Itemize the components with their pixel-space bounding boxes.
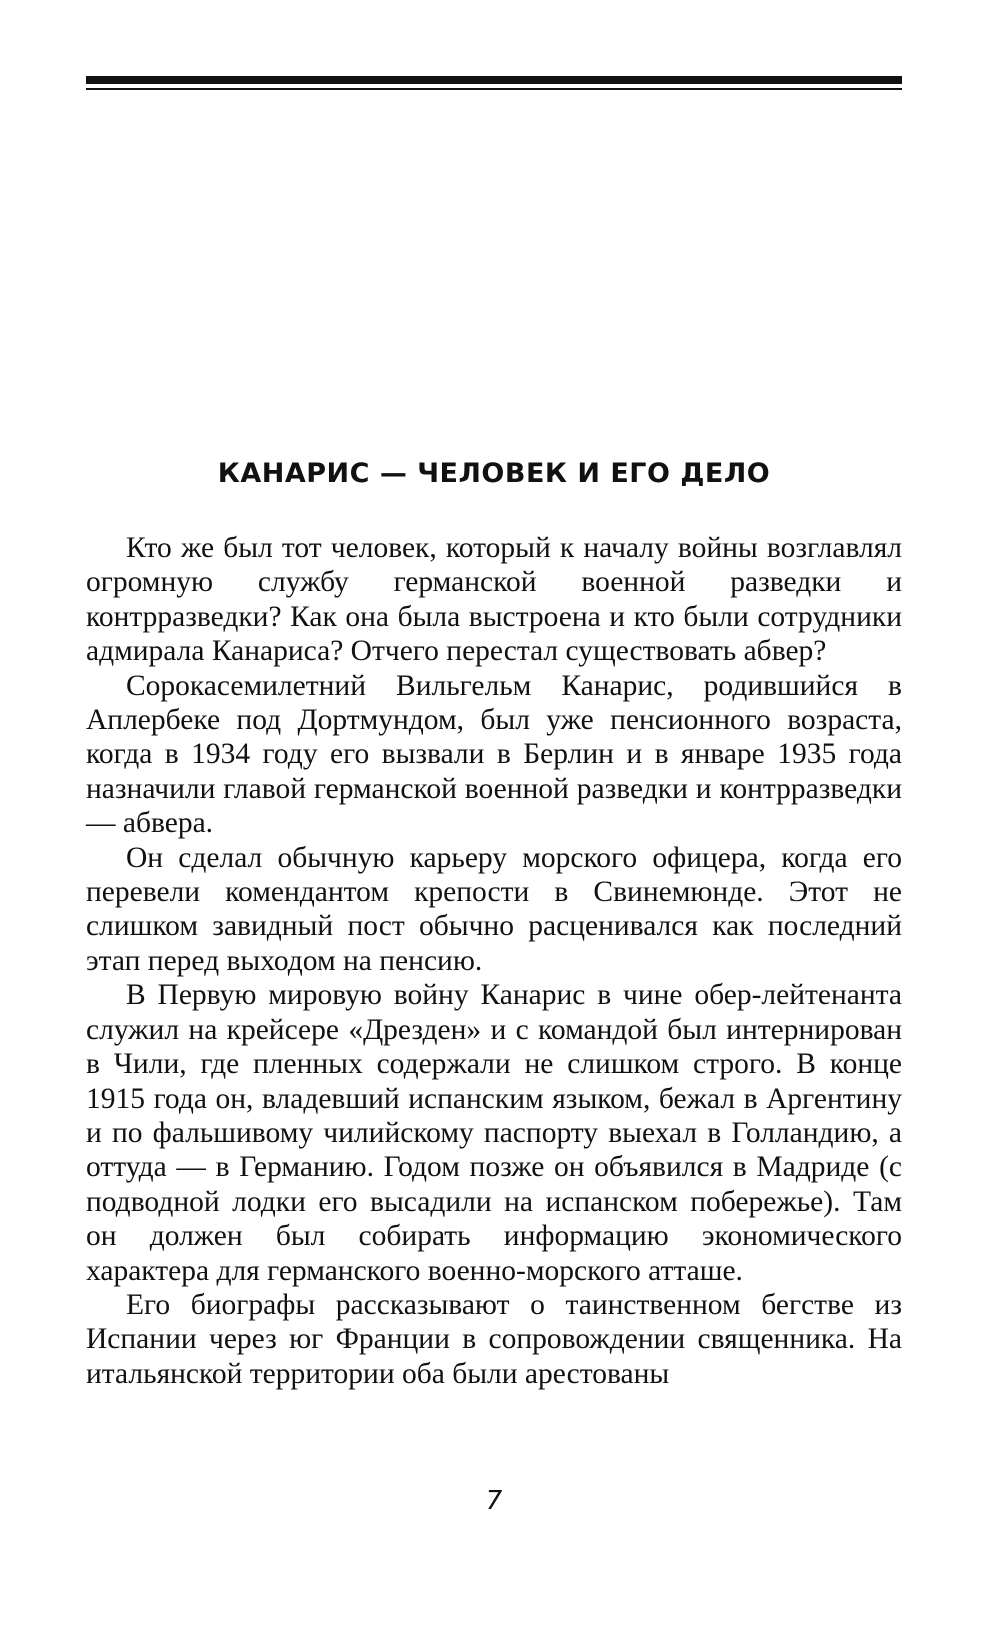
paragraph: Его биографы рассказывают о таинственном бегстве из Испании через юг Франции в сопровождении священника. На итальянской территории оба были арестованы [86, 1288, 902, 1390]
header-rule-thin [86, 88, 902, 90]
body-text [86, 531, 902, 1391]
paragraph: Сорокасемилетний Вильгельм Канарис, родившийся в Аплербеке под Дортмундом, был уже пенсионного возраста, когда в 1934 году его вызвали в Берлин и в январе 1935 года назначили главой германской военной разведки и контрразведки — абвера. [86, 669, 902, 840]
chapter-title: КАНАРИС — ЧЕЛОВЕК И ЕГО ДЕЛО [217, 458, 771, 489]
paragraph: В Первую мировую войну Канарис в чине обер-лейтенанта служил на крейсере «Дрезден» и с командой был интернирован в Чили, где пленных содержали не слишком строго. В конце 1915 года он, владевший испанским языком, бежал в Аргентину и по фальшивому чилийскому паспорту выехал в Голландию, а оттуда — в Германию. Годом позже он объявился в Мадриде (с подводной лодки его высадили на испанском побережье). Там он должен был собирать информацию экономического характера для германского военно-морского атташе. [86, 979, 902, 1287]
header-rule-thick [86, 76, 902, 84]
paragraph: Кто же был тот человек, который к началу войны возглавлял огромную службу германской военной разведки и контрразведки? Как она была выстроена и кто были сотрудники адмирала Канариса? Отчего перестал существовать абвер? [86, 532, 902, 668]
paragraph: Он сделал обычную карьеру морского офицера, когда его перевели комендантом крепости в Свинемюнде. Этот не слишком завидный пост обычно расценивался как последний этап перед выходом на пенсию. [86, 841, 902, 977]
page-number: 7 [485, 1486, 503, 1516]
